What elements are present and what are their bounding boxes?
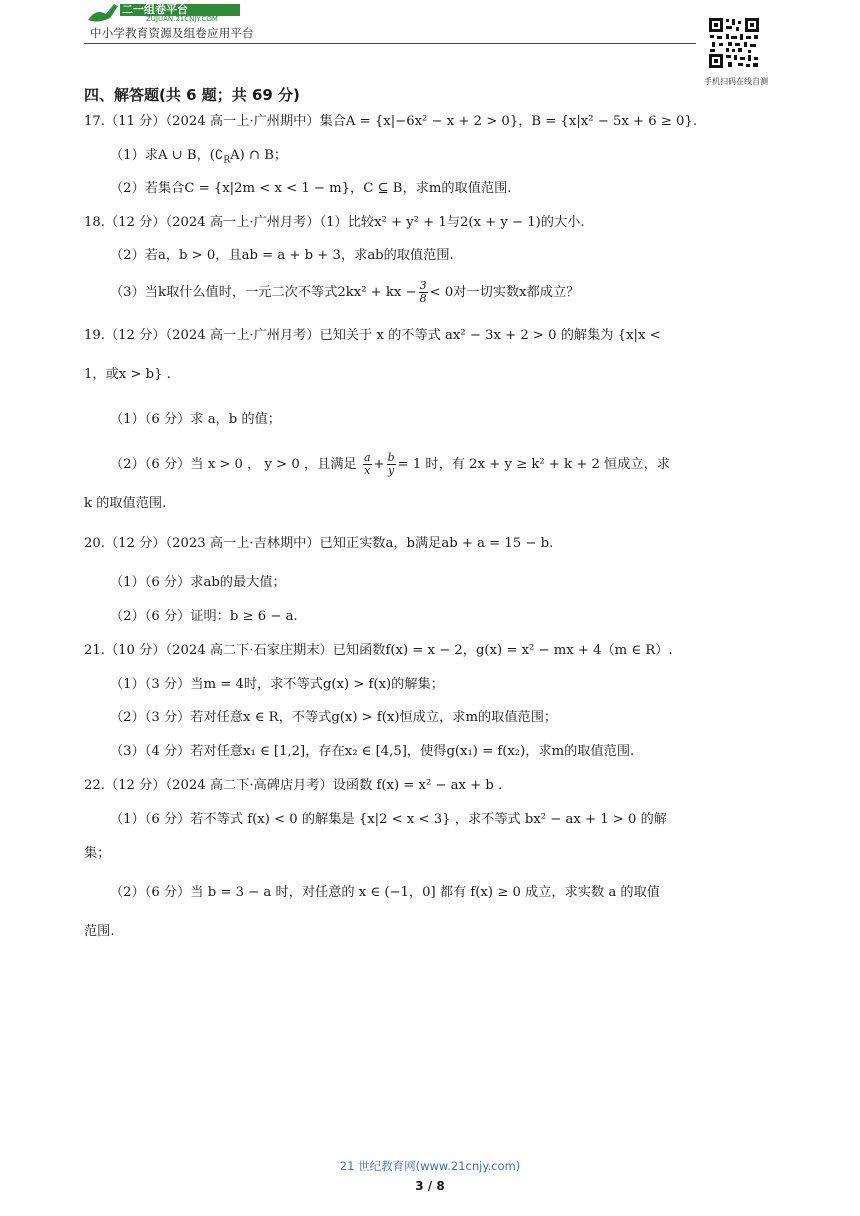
q22-stem: 22.（12 分）（2024 高二下·高碑店月考）设函数 f(x) = x² − ax + b . xyxy=(84,778,503,793)
q17-part1-sub: R xyxy=(223,155,231,166)
q18-fraction xyxy=(419,280,428,305)
q19-part1: （1）（6 分）求 a，b 的值； xyxy=(110,412,281,427)
q19-fraction-a-over-x xyxy=(363,452,372,477)
q22-part2: （2）（6 分）当 b = 3 − a 时，对任意的 x ∈ (−1，0] 都有 f(x) ≥ 0 成立，求实数 a 的取值 xyxy=(110,885,660,900)
q19-f2-den: y xyxy=(387,464,395,477)
q21-part3: （3）（4 分）若对任意x₁ ∈ [1,2]，存在x₂ ∈ [4,5]，使得g(x₁) = f(x₂)，求m的取值范围. xyxy=(110,744,635,759)
q18-frac-den: 8 xyxy=(419,292,427,305)
q17-part1-tail: A) ∩ B； xyxy=(230,148,288,163)
q21-stem: 21.（10 分）（2024 高二下·石家庄期末）已知函数f(x) = x − 2，g(x) = x² − mx + 4（m ∈ R）. xyxy=(84,643,673,658)
q19-part2-cont: k 的取值范围. xyxy=(84,496,167,511)
qr-code-icon[interactable] xyxy=(708,17,760,69)
section-title: 四、解答题(共 6 题；共 69 分) xyxy=(84,86,300,104)
q22-part1-cont: 集； xyxy=(84,846,111,861)
logo-url-text: ZUJUAN.21CNJY.COM xyxy=(146,15,218,23)
q19-fraction-b-over-y xyxy=(387,452,396,477)
q19-part2-text-a: （2）（6 分）当 x > 0 ， y > 0 ，且满足 xyxy=(110,457,361,472)
q17-part1-text: （1）求A ∪ B，(∁ xyxy=(110,148,224,163)
q19-stem: 19.（12 分）（2024 高一上·广州月考）已知关于 x 的不等式 ax² − 3x + 2 > 0 的解集为 {x|x < xyxy=(84,328,661,343)
q19-part2-text-b: = 1 时，有 2x + y ≥ k² + k + 2 恒成立，求 xyxy=(397,457,670,472)
q20-part1: （1）（6 分）求ab的最大值； xyxy=(110,575,286,590)
header-rule xyxy=(84,43,696,44)
q18-part2: （2）若a，b > 0，且ab = a + b + 3，求ab的取值范围. xyxy=(110,248,454,263)
q18-part3-text-b: < 0对一切实数x都成立？ xyxy=(429,285,580,300)
q19-f1-num: a xyxy=(363,451,371,464)
q20-stem: 20.（12 分）（2023 高一上·吉林期中）已知正实数a，b满足ab + a = 15 − b. xyxy=(84,536,554,551)
q21-part1: （1）（3 分）当m = 4时，求不等式g(x) > f(x)的解集； xyxy=(110,677,444,692)
q17-part2: （2）若集合C = {x|2m < x < 1 − m}，C ⊆ B，求m的取值范围. xyxy=(110,181,512,196)
qr-caption: 手机扫码在线自测 xyxy=(704,77,768,86)
q19-f2-num: b xyxy=(387,451,395,464)
q17-stem: 17.（11 分）（2024 高一上·广州期中）集合A = {x|−6x² − x + 2 > 0}，B = {x|x² − 5x + 6 ≥ 0}. xyxy=(84,114,698,129)
q19-plus: + xyxy=(373,457,385,472)
q17-part1 xyxy=(110,146,287,171)
footer-site-link[interactable]: 21 世纪教育网(www.21cnjy.com) xyxy=(339,1159,521,1173)
q19-part2 xyxy=(110,452,670,477)
q19-stem-cont: 1，或x > b} . xyxy=(84,367,171,382)
q18-stem: 18.（12 分）（2024 高一上·广州月考）（1）比较x² + y² + 1与2(x + y − 1)的大小. xyxy=(84,215,585,230)
q22-part2-cont: 范围. xyxy=(84,924,115,939)
header-subtitle: 中小学教育资源及组卷应用平台 xyxy=(90,26,254,40)
logo-text: 二一组卷平台 xyxy=(122,3,188,16)
page-number: 3 / 8 xyxy=(415,1179,445,1193)
q20-part2: （2）（6 分）证明：b ≥ 6 − a. xyxy=(110,609,298,624)
q18-part3 xyxy=(110,280,579,305)
q22-part1: （1）（6 分）若不等式 f(x) < 0 的解集是 {x|2 < x < 3} ，求不等式 bx² − ax + 1 > 0 的解 xyxy=(110,812,667,827)
q21-part2: （2）（3 分）若对任意x ∈ R，不等式g(x) > f(x)恒成立，求m的取值范围； xyxy=(110,710,558,725)
q18-part3-text-a: （3）当k取什么值时，一元二次不等式2kx² + kx − xyxy=(110,285,417,300)
q19-f1-den: x xyxy=(364,464,371,477)
q18-frac-num: 3 xyxy=(419,279,427,292)
